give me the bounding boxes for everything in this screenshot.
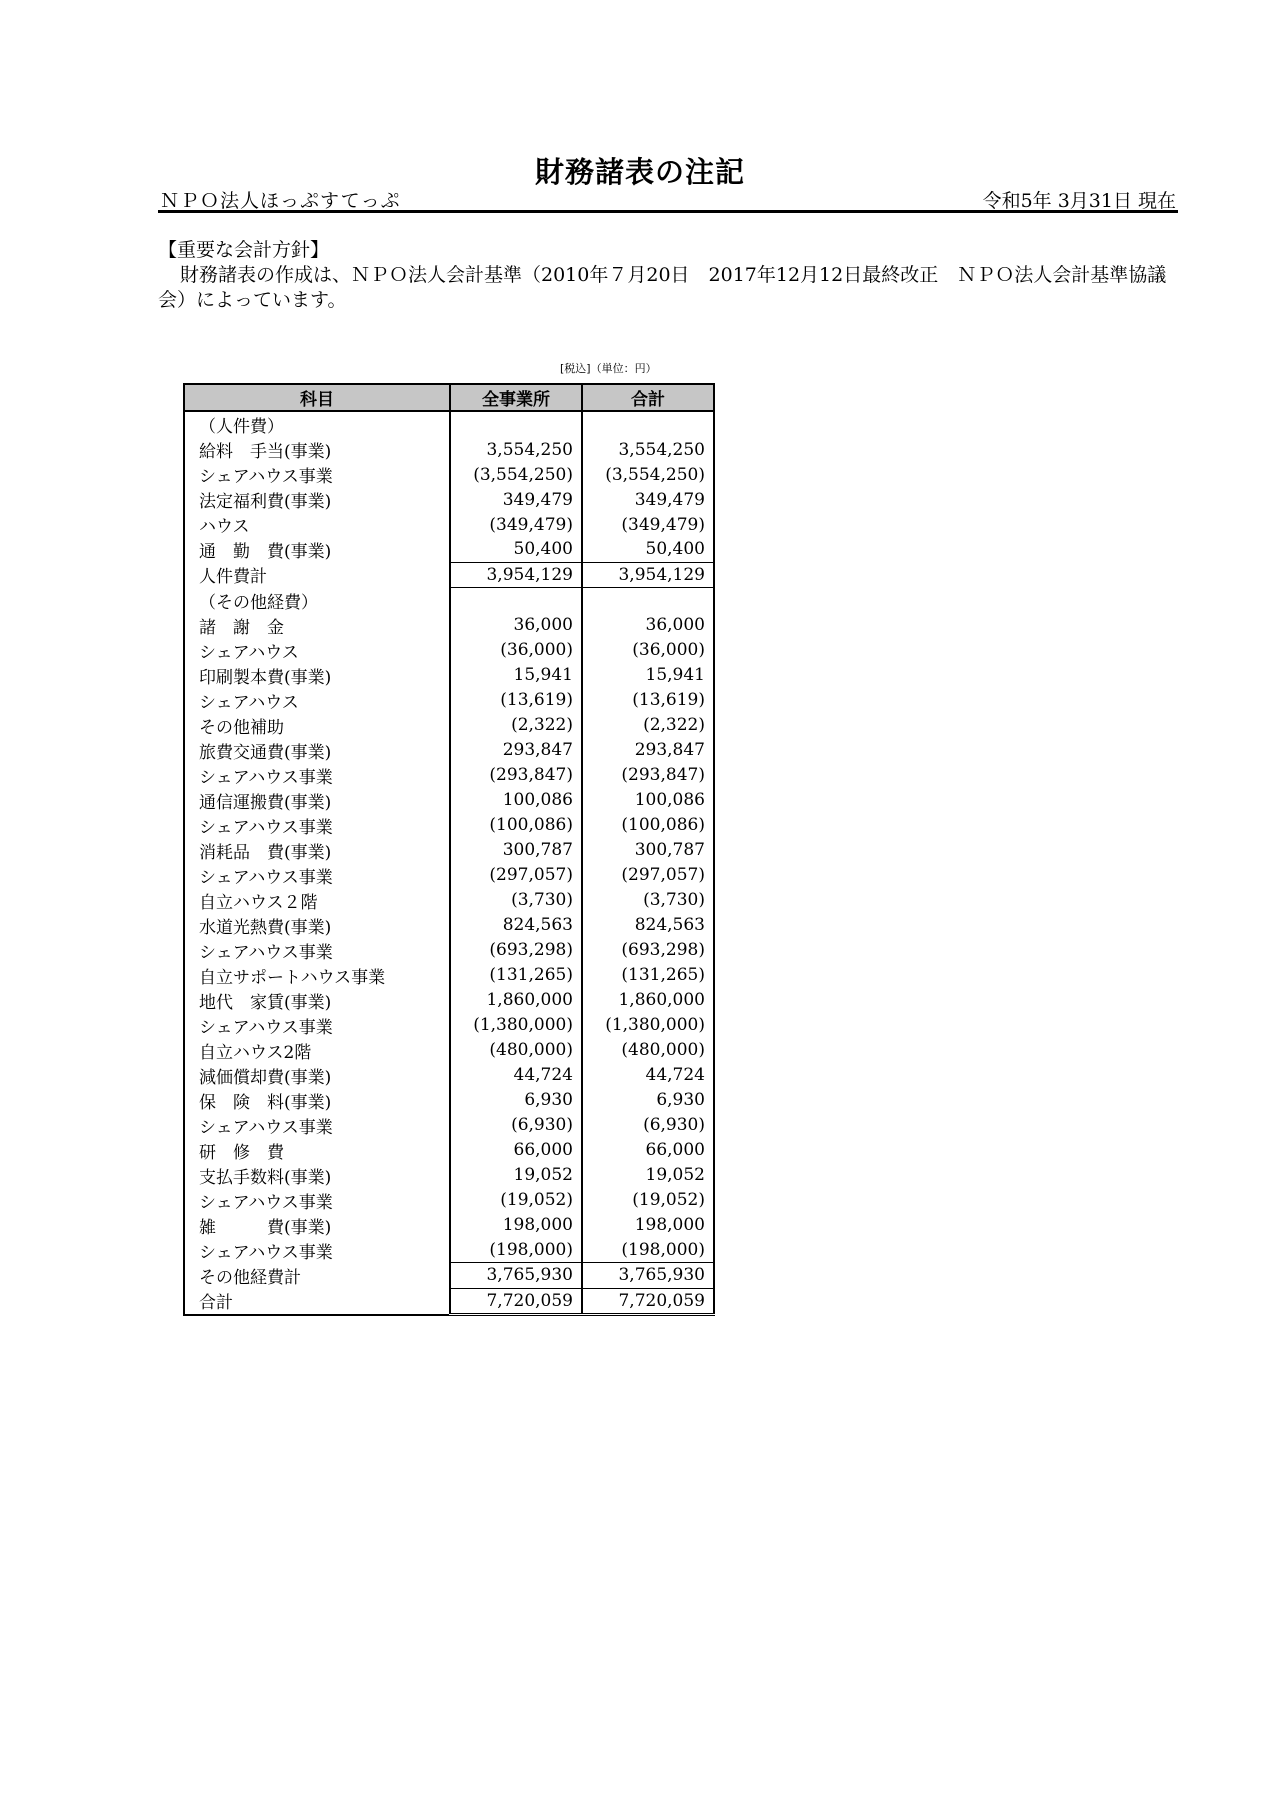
page-title: 財務諸表の注記 xyxy=(534,155,745,189)
row-value-all-offices: (13,619) xyxy=(450,688,582,713)
row-label: シェアハウス事業 xyxy=(199,467,333,487)
row-value-all-offices: (2,322) xyxy=(450,713,582,738)
row-value-total: 100,086 xyxy=(582,788,714,813)
row-value-all-offices: 300,787 xyxy=(450,838,582,863)
row-value-all-offices xyxy=(450,411,582,437)
table-row xyxy=(184,788,714,813)
table-row xyxy=(184,638,714,663)
row-label: 雑 費(事業) xyxy=(199,1217,332,1238)
row-value-total: 19,052 xyxy=(582,1163,714,1188)
row-value-total: (36,000) xyxy=(582,638,714,663)
row-value-all-offices: 19,052 xyxy=(450,1163,582,1188)
table-row xyxy=(184,1188,714,1213)
row-label: 通信運搬費(事業) xyxy=(199,792,332,813)
row-value-all-offices xyxy=(450,588,582,613)
table-row xyxy=(184,688,714,713)
row-value-total: 300,787 xyxy=(582,838,714,863)
row-value-total: (100,086) xyxy=(582,813,714,838)
table-row xyxy=(184,1038,714,1063)
row-label: その他経費計 xyxy=(199,1267,301,1288)
row-value-all-offices: (1,380,000) xyxy=(450,1013,582,1038)
row-value-all-offices: 15,941 xyxy=(450,663,582,688)
row-value-all-offices: (6,930) xyxy=(450,1113,582,1138)
row-label: 合計 xyxy=(184,1288,450,1315)
table-row xyxy=(184,1288,714,1315)
table-row xyxy=(184,562,714,588)
row-value-all-offices: (349,479) xyxy=(450,512,582,537)
table-row xyxy=(184,913,714,938)
row-label: （人件費） xyxy=(199,417,284,437)
row-label: シェアハウス xyxy=(199,642,299,663)
row-label: 印刷製本費(事業) xyxy=(199,667,332,688)
row-value-all-offices: (19,052) xyxy=(450,1188,582,1213)
row-value-total: (131,265) xyxy=(582,963,714,988)
row-label: 保 険 料(事業) xyxy=(199,1092,332,1113)
row-value-total: 198,000 xyxy=(582,1213,714,1238)
table-row xyxy=(184,1113,714,1138)
row-label: 水道光熱費(事業) xyxy=(199,917,332,938)
row-value-total: (297,057) xyxy=(582,863,714,888)
row-value-all-offices: (693,298) xyxy=(450,938,582,963)
table-row xyxy=(184,1213,714,1238)
table-row xyxy=(184,1238,714,1263)
row-value-total: 50,400 xyxy=(582,537,714,562)
row-value-total: (19,052) xyxy=(582,1188,714,1213)
row-label: 諸 謝 金 xyxy=(199,617,284,638)
row-label: シェアハウス事業 xyxy=(199,1192,333,1213)
row-value-all-offices: 3,554,250 xyxy=(450,437,582,462)
row-value-total: (349,479) xyxy=(582,512,714,537)
table-row xyxy=(184,938,714,963)
row-value-all-offices: 44,724 xyxy=(450,1063,582,1088)
row-value-total: 44,724 xyxy=(582,1063,714,1088)
table-row xyxy=(184,1088,714,1113)
table-row xyxy=(184,1063,714,1088)
row-label: 給料 手当(事業) xyxy=(199,442,332,462)
row-label: シェアハウス事業 xyxy=(199,867,333,888)
row-value-total: 36,000 xyxy=(582,613,714,638)
row-label: シェアハウス xyxy=(199,692,299,713)
row-label: シェアハウス事業 xyxy=(199,1242,333,1263)
row-value-all-offices: 50,400 xyxy=(450,537,582,562)
table-row xyxy=(184,537,714,562)
table-row xyxy=(184,963,714,988)
row-value-total: (6,930) xyxy=(582,1113,714,1138)
row-value-total xyxy=(582,411,714,437)
row-label: シェアハウス事業 xyxy=(199,1017,333,1038)
row-value-all-offices: (131,265) xyxy=(450,963,582,988)
table-row xyxy=(184,487,714,512)
row-value-total: 3,554,250 xyxy=(582,437,714,462)
table-row xyxy=(184,1263,714,1289)
table-row xyxy=(184,512,714,537)
row-value-all-offices: (293,847) xyxy=(450,763,582,788)
table-row xyxy=(184,838,714,863)
row-value-all-offices: 3,765,930 xyxy=(450,1263,582,1289)
row-value-all-offices: (3,554,250) xyxy=(450,462,582,487)
row-value-total: (480,000) xyxy=(582,1038,714,1063)
table-row xyxy=(184,1013,714,1038)
table-row xyxy=(184,437,714,462)
row-value-all-offices: 293,847 xyxy=(450,738,582,763)
row-label: （その他経費） xyxy=(199,592,318,613)
row-value-total: (198,000) xyxy=(582,1238,714,1263)
table-row xyxy=(184,763,714,788)
row-value-total: (1,380,000) xyxy=(582,1013,714,1038)
row-value-all-offices: 36,000 xyxy=(450,613,582,638)
row-label: 人件費計 xyxy=(199,567,267,588)
table-row xyxy=(184,613,714,638)
row-value-total: 1,860,000 xyxy=(582,988,714,1013)
row-value-all-offices: 66,000 xyxy=(450,1138,582,1163)
row-value-total xyxy=(582,588,714,613)
table-row xyxy=(184,813,714,838)
table-row xyxy=(184,988,714,1013)
row-value-total: 15,941 xyxy=(582,663,714,688)
row-value-total: (13,619) xyxy=(582,688,714,713)
row-value-all-offices: (198,000) xyxy=(450,1238,582,1263)
row-value-all-offices: 100,086 xyxy=(450,788,582,813)
row-value-all-offices: 349,479 xyxy=(450,487,582,512)
accounting-policy xyxy=(158,238,1178,313)
row-value-total: 66,000 xyxy=(582,1138,714,1163)
row-value-all-offices: 824,563 xyxy=(450,913,582,938)
row-label: 法定福利費(事業) xyxy=(199,492,332,512)
row-value-all-offices: (100,086) xyxy=(450,813,582,838)
row-label: 通 勤 費(事業) xyxy=(199,542,332,562)
organization-name: ＮＰＯ法人ほっぷすてっぷ xyxy=(160,190,401,212)
table-row xyxy=(184,462,714,487)
header-account: 科目 xyxy=(184,384,450,411)
row-label: シェアハウス事業 xyxy=(199,942,333,963)
expense-table xyxy=(183,383,715,1316)
row-label: 支払手数料(事業) xyxy=(199,1167,332,1188)
policy-body: 財務諸表の作成は、ＮＰＯ法人会計基準（2010年７月20日 2017年12月12日最終改正 ＮＰＯ法人会計基準協議会）によっています。 xyxy=(158,264,1167,311)
row-value-all-offices: (297,057) xyxy=(450,863,582,888)
row-value-all-offices: 198,000 xyxy=(450,1213,582,1238)
row-value-total: (3,730) xyxy=(582,888,714,913)
row-label: シェアハウス事業 xyxy=(199,1117,333,1138)
row-value-total: 3,954,129 xyxy=(582,562,714,588)
table-row xyxy=(184,738,714,763)
table-row xyxy=(184,863,714,888)
row-value-total: 3,765,930 xyxy=(582,1263,714,1289)
row-label: シェアハウス事業 xyxy=(199,767,333,788)
table-row xyxy=(184,1163,714,1188)
document-header xyxy=(158,184,1178,213)
row-label: 減価償却費(事業) xyxy=(199,1067,332,1088)
header-total: 合計 xyxy=(582,384,714,411)
table-row xyxy=(184,588,714,613)
row-label: 地代 家賃(事業) xyxy=(199,992,332,1013)
header-all-offices: 全事業所 xyxy=(450,384,582,411)
table-row xyxy=(184,663,714,688)
row-label: 旅費交通費(事業) xyxy=(199,742,332,763)
row-label: シェアハウス事業 xyxy=(199,817,333,838)
row-value-all-offices: (36,000) xyxy=(450,638,582,663)
row-value-all-offices: (3,730) xyxy=(450,888,582,913)
table-row xyxy=(184,1138,714,1163)
row-value-all-offices: 3,954,129 xyxy=(450,562,582,588)
row-label: 消耗品 費(事業) xyxy=(199,842,332,863)
row-value-all-offices: 1,860,000 xyxy=(450,988,582,1013)
row-value-total: (693,298) xyxy=(582,938,714,963)
row-label: ハウス xyxy=(199,517,250,537)
row-value-all-offices: 6,930 xyxy=(450,1088,582,1113)
table-row xyxy=(184,411,714,437)
row-label: 自立ハウス２階 xyxy=(199,892,318,913)
row-value-total: 293,847 xyxy=(582,738,714,763)
table-row xyxy=(184,888,714,913)
row-value-total: (293,847) xyxy=(582,763,714,788)
row-value-total: 824,563 xyxy=(582,913,714,938)
row-value-total: (2,322) xyxy=(582,713,714,738)
row-value-total: 349,479 xyxy=(582,487,714,512)
row-value-all-offices: (480,000) xyxy=(450,1038,582,1063)
row-label: 自立ハウス2階 xyxy=(199,1042,312,1063)
row-value-total: (3,554,250) xyxy=(582,462,714,487)
table-body xyxy=(184,411,714,1315)
unit-note: [税込]（単位：円） xyxy=(560,362,657,375)
row-value-total: 6,930 xyxy=(582,1088,714,1113)
table-header-row xyxy=(184,384,714,411)
table-row xyxy=(184,713,714,738)
row-value-all-offices: 7,720,059 xyxy=(450,1288,582,1315)
row-label: 自立サポートハウス事業 xyxy=(199,967,386,988)
report-date: 令和5年 3月31日 現在 xyxy=(982,190,1176,212)
row-value-total: 7,720,059 xyxy=(582,1288,714,1315)
policy-heading: 【重要な会計方針】 xyxy=(158,239,330,261)
row-label: その他補助 xyxy=(199,717,284,738)
row-label: 研 修 費 xyxy=(199,1142,284,1163)
